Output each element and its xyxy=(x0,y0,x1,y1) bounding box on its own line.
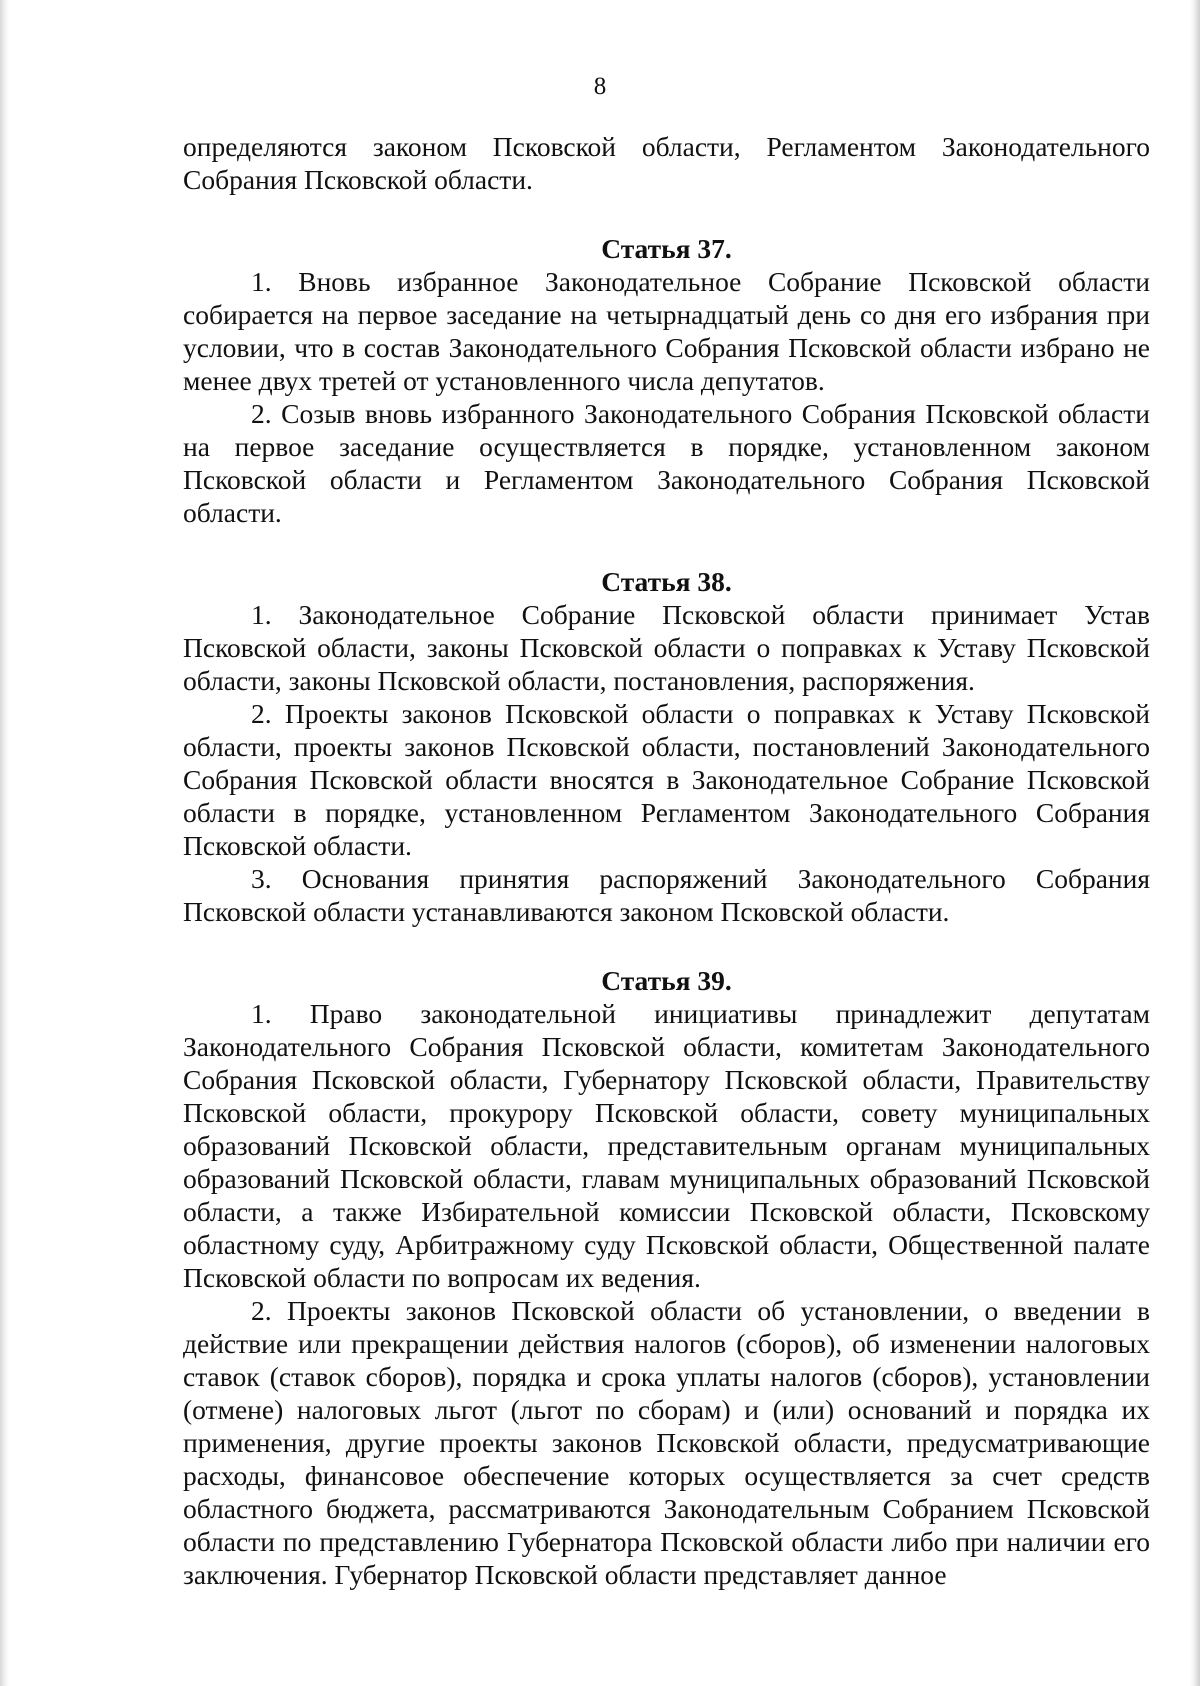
article-37-heading: Статья 37. xyxy=(601,233,732,264)
article-37-paragraph-2: 2. Созыв вновь избранного Законодательного Собрания Псковской области на первое заседание осуществляется в порядке, установленном законом Псковской области и Регламентом Законодательного Собрания Псковской области. xyxy=(183,398,1150,528)
scan-edge-right xyxy=(1190,0,1200,1686)
article-38-paragraph-2: 2. Проекты законов Псковской области о поправках к Уставу Псковской области, проекты законов Псковской области, постановлений Законодательного Собрания Псковской области вносятся в Законодательное Собрание Псковской области в порядке, установленном Регламентом Законодательного Собрания Псковской области. xyxy=(183,698,1150,861)
article-37-paragraph-1: 1. Вновь избранное Законодательное Собрание Псковской области собирается на первое заседание на четырнадцатый день со дня его избрания при условии, что в состав Законодательного Собрания Псковской области избрано не менее двух третей от установленного числа депутатов. xyxy=(183,266,1150,396)
article-37 xyxy=(183,232,1150,529)
article-39-paragraph-1: 1. Право законодательной инициативы принадлежит депутатам Законодательного Собрания Псковской области, комитетам Законодательного Собрания Псковской области, Губернатору Псковской области, Правительству Псковской области, прокурору Псковской области, совету муниципальных образований Псковской области, представительным органам муниципальных образований Псковской области, главам муниципальных образований Псковской области, а также Избирательной комиссии Псковской области, Псковскому областному суду, Арбитражному суду Псковской области, Общественной палате Псковской области по вопросам их ведения. xyxy=(183,998,1150,1293)
article-39-paragraph-2: 2. Проекты законов Псковской области об установлении, о введении в действие или прекращении действия налогов (сборов), об изменении налоговых ставок (ставок сборов), порядка и срока уплаты налогов (сборов), установлении (отмене) налоговых льгот (льгот по сборам) и (или) оснований и порядка их применения, другие проекты законов Псковской области, предусматривающие расходы, финансовое обеспечение которых осуществляется за счет средств областного бюджета, рассматриваются Законодательным Собранием Псковской области по представлению Губернатора Псковской области либо при наличии его заключения. Губернатор Псковской области представляет данное xyxy=(183,1295,1150,1590)
article-38-paragraph-3: 3. Основания принятия распоряжений Законодательного Собрания Псковской области устанавливаются законом Псковской области. xyxy=(183,863,1150,927)
scan-edge-left xyxy=(0,0,10,1686)
article-39-heading: Статья 39. xyxy=(601,965,732,996)
article-38-paragraph-1: 1. Законодательное Собрание Псковской области принимает Устав Псковской области, законы Псковской области о поправках к Уставу Псковской области, законы Псковской области, постановления, распоряжения. xyxy=(183,599,1150,696)
intro-paragraph: определяются законом Псковской области, Регламентом Законодательного Собрания Псковской области. xyxy=(183,131,1150,195)
document-body xyxy=(183,130,1150,1591)
page-number: 8 xyxy=(593,73,607,100)
article-39 xyxy=(183,964,1150,1591)
article-38 xyxy=(183,565,1150,928)
article-38-heading: Статья 38. xyxy=(601,566,732,597)
